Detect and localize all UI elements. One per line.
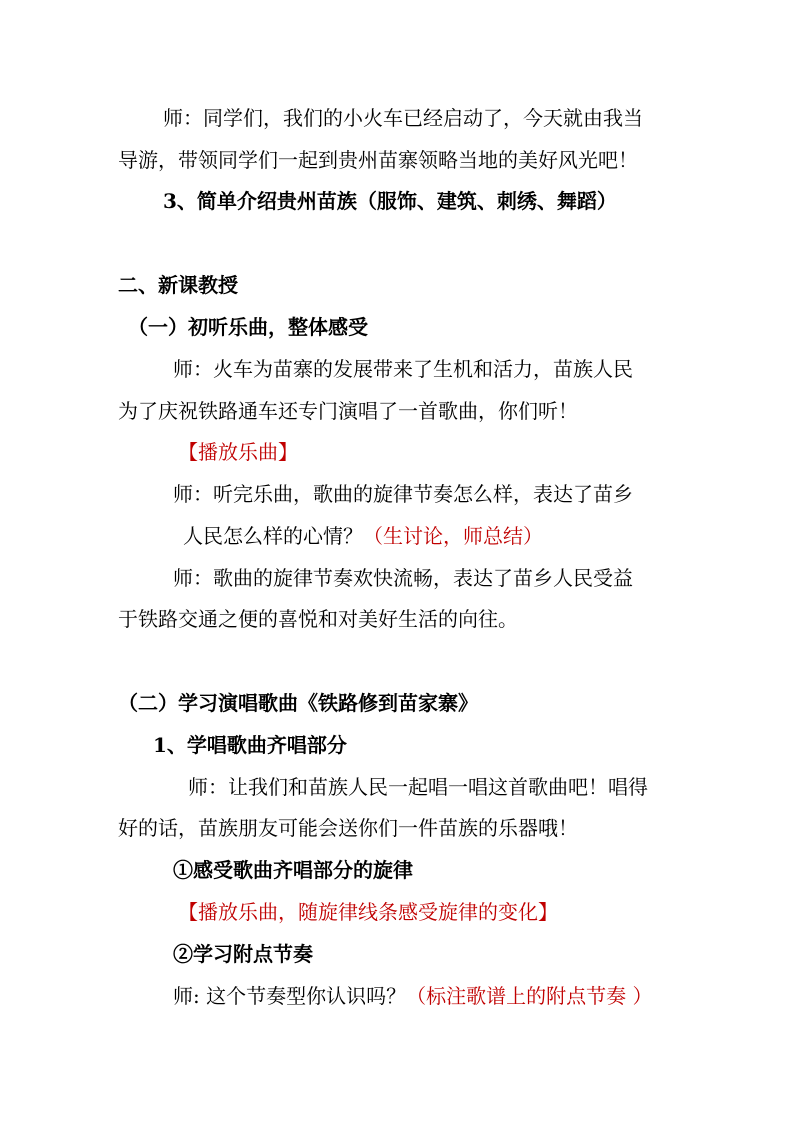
paragraph-3-line-2: 于铁路交通之便的喜悦和对美好生活的向往。 xyxy=(118,607,518,631)
paragraph-2-line-2 xyxy=(183,522,543,550)
intro-line-2: 导游，带领同学们一起到贵州苗寨领略当地的美好风光吧！ xyxy=(118,148,638,172)
paragraph-2-line-1: 师：听完乐曲，歌曲的旋律节奏怎么样，表达了苗乡 xyxy=(173,482,633,506)
rhythm-annotation-note: （标注歌谱上的附点节奏 ） xyxy=(406,984,653,1008)
discussion-note: （生讨论，师总结） xyxy=(363,524,543,548)
item-2-heading: ②学习附点节奏 xyxy=(173,942,313,966)
section-2-heading: 二、新课教授 xyxy=(118,273,238,297)
play-music-melody-note: 【播放乐曲，随旋律线条感受旋律的变化】 xyxy=(178,900,558,924)
paragraph-4-line-1: 师：让我们和苗族人民一起唱一唱这首歌曲吧！唱得 xyxy=(188,775,648,799)
paragraph-1-line-1: 师：火车为苗寨的发展带来了生机和活力，苗族人民 xyxy=(173,357,633,381)
paragraph-4-line-2: 好的话，苗族朋友可能会送你们一件苗族的乐器哦！ xyxy=(118,816,578,840)
play-music-note: 【播放乐曲】 xyxy=(178,440,298,464)
paragraph-5-question: 师: 这个节奏型你认识吗？ xyxy=(173,984,407,1008)
paragraph-2-question: 人民怎么样的心情？ xyxy=(183,524,363,548)
paragraph-5 xyxy=(173,982,652,1010)
subsection-1-heading: （一）初听乐曲，整体感受 xyxy=(128,315,368,339)
item-1-heading: ①感受歌曲齐唱部分的旋律 xyxy=(173,858,413,882)
subsection-2-1-heading: 1、学唱歌曲齐唱部分 xyxy=(153,733,347,757)
paragraph-3-line-1: 师：歌曲的旋律节奏欢快流畅，表达了苗乡人民受益 xyxy=(173,566,633,590)
intro-line-1: 师：同学们，我们的小火车已经启动了，今天就由我当 xyxy=(163,106,643,130)
subsection-2-heading: （二）学习演唱歌曲《铁路修到苗家寨》 xyxy=(118,691,478,715)
step-3-heading: 3、简单介绍贵州苗族（服饰、建筑、刺绣、舞蹈） xyxy=(163,189,617,213)
paragraph-1-line-2: 为了庆祝铁路通车还专门演唱了一首歌曲，你们听！ xyxy=(118,399,578,423)
